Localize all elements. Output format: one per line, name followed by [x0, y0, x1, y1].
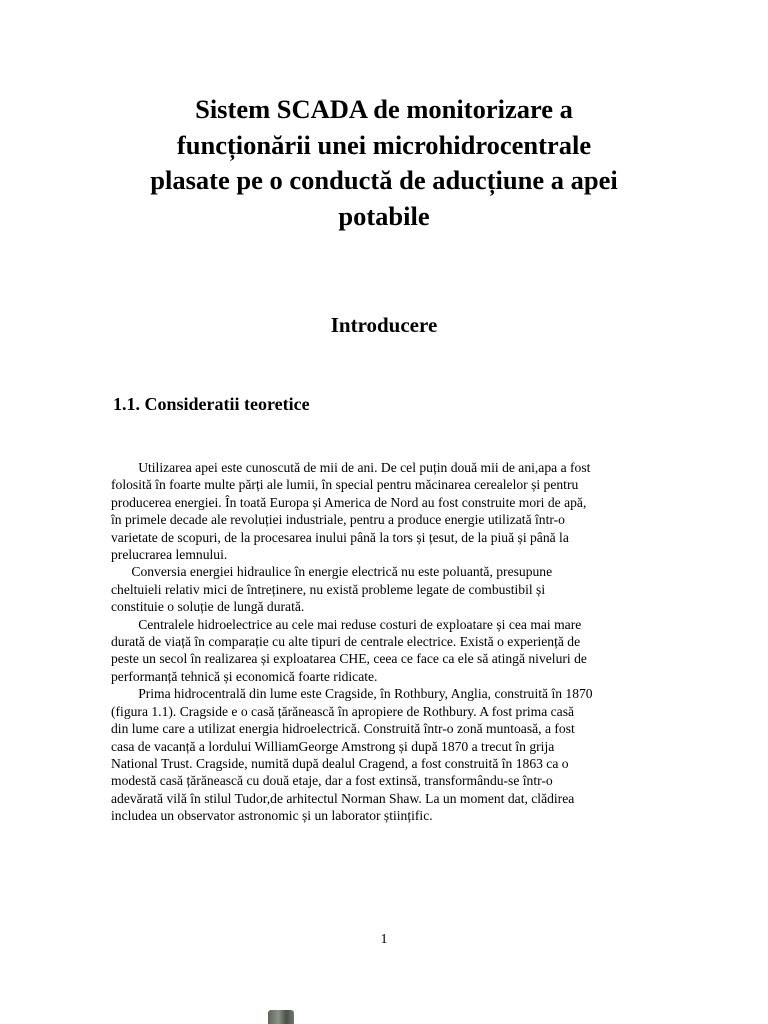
body-line: constituie o soluție de lungă durată. [111, 599, 305, 615]
body-line: prelucrarea lemnului. [111, 547, 228, 563]
body-line: durată de viață în comparație cu alte tipuri de centrale electrice. Există o experiență de [111, 634, 581, 650]
body-line: adevărată vilă în stilul Tudor,de arhitectul Norman Shaw. La un moment dat, clădirea [111, 790, 575, 806]
body-line: National Trust. Cragside, numită după dealul Cragend, a fost construită în 1863 ca o [111, 755, 569, 771]
document-title [90, 92, 678, 234]
body-line: cheltuieli relativ mici de întreținere, nu există probleme legate de combustibil și [111, 581, 546, 597]
title-line: funcționării unei microhidrocentrale [176, 129, 592, 160]
section-heading: 1.1. Consideratii teoretice [113, 394, 310, 414]
body-line: modestă casă țărănească cu două etaje, dar a fost extinsă, transformându-se într-o [111, 773, 553, 789]
body-line: varietate de scopuri, de la procesarea inului până la tors și țesut, de la piuă și până la [111, 529, 569, 545]
body-line: includea un observator astronomic și un laborator științific. [111, 808, 433, 824]
title-line: plasate pe o conductă de aducțiune a apei [150, 165, 618, 195]
body-text [111, 459, 671, 825]
body-line: Conversia energiei hidraulice în energie electrică nu este poluantă, presupune [111, 564, 553, 580]
body-line: performanță tehnică și economică foarte ridicate. [111, 668, 378, 684]
body-line: din lume care a utilizat energia hidroelectrică. Construită într-o zonă muntoasă, a fost [111, 721, 575, 737]
image-fragment [268, 1010, 294, 1024]
body-line: în primele decade ale revoluției industriale, pentru a produce energie utilizată într-o [111, 512, 565, 528]
body-line: casa de vacanță a lordului WilliamGeorge Amstrong și după 1870 a trecut în grija [111, 738, 555, 754]
body-line: Centralele hidroelectrice au cele mai reduse costuri de exploatare și cea mai mare [111, 616, 582, 632]
title-line: potabile [338, 200, 430, 231]
body-line: peste un secol în realizarea și exploatarea CHE, ceea ce face ca ele să atingă niveluri de [111, 651, 587, 667]
page-number: 1 [380, 932, 388, 947]
body-line: Prima hidrocentrală din lume este Cragside, în Rothbury, Anglia, construită în 1870 [111, 686, 593, 702]
body-line: (figura 1.1). Cragside e o casă țărănească în apropiere de Rothbury. A fost prima casă [111, 703, 575, 719]
title-line: Sistem SCADA de monitorizare a [195, 94, 573, 124]
body-line: producerea energiei. În toată Europa și America de Nord au fost construite mori de apă, [111, 494, 587, 510]
chapter-heading: Introducere [330, 313, 438, 337]
body-line: Utilizarea apei este cunoscută de mii de ani. De cel puțin două mii de ani,apa a fost [111, 460, 591, 475]
body-line: folosită în foarte multe părți ale lumii, în special pentru măcinarea cerealelor și pentru [111, 477, 579, 493]
